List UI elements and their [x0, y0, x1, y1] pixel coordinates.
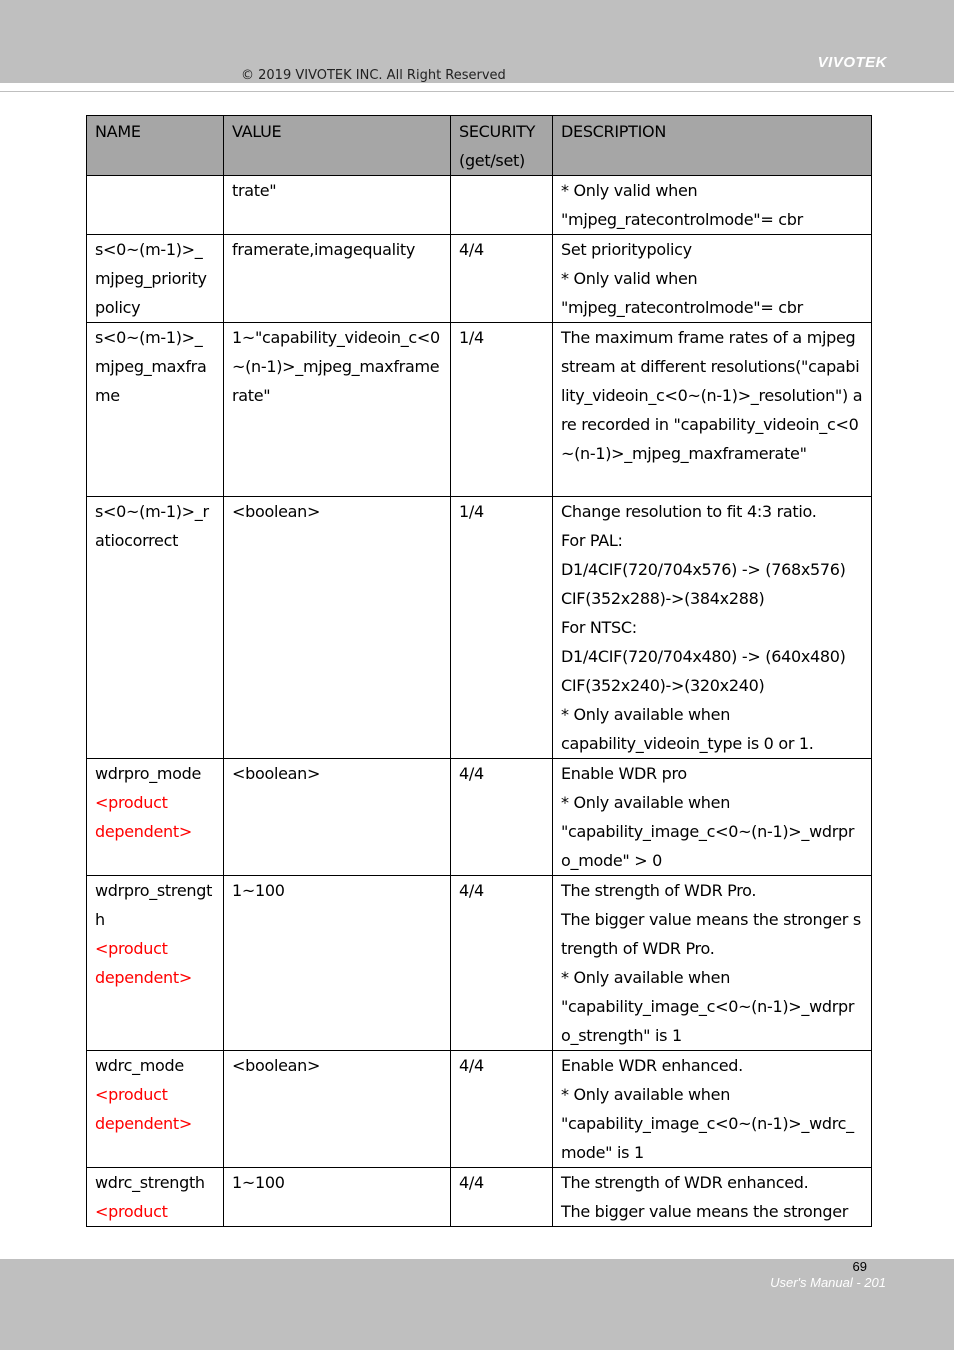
cell-description — [553, 1168, 872, 1227]
cell-description — [553, 1051, 872, 1168]
manual-label: User's Manual - 201 — [770, 1275, 886, 1290]
cell-security — [451, 176, 553, 235]
description-line: CIF(352x288)->(384x288) — [561, 589, 765, 608]
param-value: 1~"capability_videoin_c<0~(n-1)>_mjpeg_maxframerate" — [232, 328, 440, 405]
description-line: Set prioritypolicy — [561, 240, 692, 259]
brand-logo: VIVOTEK — [817, 54, 887, 71]
cell-name — [87, 176, 224, 235]
product-dependent-note: <product — [95, 1085, 168, 1104]
cell-security: 4/4 — [451, 759, 553, 876]
parameter-table — [86, 115, 872, 1227]
cell-value — [224, 176, 451, 235]
param-name: s<0~(m-1)>_ratiocorrect — [95, 502, 209, 550]
cell-name — [87, 323, 224, 497]
cell-name — [87, 759, 224, 876]
description-line: "mjpeg_ratecontrolmode"= cbr — [561, 210, 803, 229]
description-line: For PAL: — [561, 531, 623, 550]
description-line: CIF(352x240)->(320x240) — [561, 676, 765, 695]
param-value: <boolean> — [232, 1056, 321, 1075]
cell-security: 4/4 — [451, 235, 553, 323]
description-line: * Only valid when — [561, 181, 698, 200]
column-header-security: SECURITY(get/set) — [451, 116, 553, 176]
cell-name — [87, 1168, 224, 1227]
param-value: 1~100 — [232, 1173, 285, 1192]
column-header-value: VALUE — [224, 116, 451, 176]
cell-description — [553, 323, 872, 497]
param-value: trate" — [232, 181, 277, 200]
table-row — [87, 759, 872, 876]
column-header-name: NAME — [87, 116, 224, 176]
table-body — [87, 176, 872, 1227]
product-dependent-note: <product — [95, 793, 168, 812]
param-name: wdrpro_strength — [95, 881, 213, 929]
cell-value — [224, 1168, 451, 1227]
description-line: "capability_image_c<0~(n-1)>_wdrpro_strength" is 1 — [561, 997, 855, 1045]
cell-description — [553, 759, 872, 876]
description-line: capability_videoin_type is 0 or 1. — [561, 734, 814, 753]
column-header-description: DESCRIPTION — [553, 116, 872, 176]
param-name: wdrpro_mode — [95, 764, 202, 783]
description-line: * Only available when — [561, 705, 731, 724]
cell-name — [87, 497, 224, 759]
table-row — [87, 1168, 872, 1227]
table-row — [87, 876, 872, 1051]
description-line: The maximum frame rates of a mjpeg stream at different resolutions("capability_videoin_c<0~(n-1)>_resolution") are recorded in "capability_videoin_c<0~(n-1)>_mjpeg_maxframerate" — [561, 328, 863, 463]
description-line: * Only available when — [561, 968, 731, 987]
description-line: Enable WDR pro — [561, 764, 687, 783]
description-line: "capability_image_c<0~(n-1)>_wdrc_mode" is 1 — [561, 1114, 854, 1162]
product-dependent-note: dependent> — [95, 968, 192, 987]
cell-security: 1/4 — [451, 323, 553, 497]
cell-name — [87, 1051, 224, 1168]
description-line: * Only available when — [561, 1085, 731, 1104]
cell-name — [87, 876, 224, 1051]
cell-security: 4/4 — [451, 876, 553, 1051]
param-name: s<0~(m-1)>_mjpeg_maxframe — [95, 328, 207, 405]
product-dependent-note: dependent> — [95, 1114, 192, 1133]
table-row — [87, 235, 872, 323]
cell-value — [224, 323, 451, 497]
cell-value — [224, 235, 451, 323]
table-row — [87, 176, 872, 235]
description-line: Enable WDR enhanced. — [561, 1056, 743, 1075]
description-line: For NTSC: — [561, 618, 637, 637]
cell-value — [224, 759, 451, 876]
cell-description — [553, 235, 872, 323]
cell-security: 4/4 — [451, 1051, 553, 1168]
cell-security: 1/4 — [451, 497, 553, 759]
param-name: wdrc_mode — [95, 1056, 184, 1075]
description-line: * Only valid when — [561, 269, 698, 288]
description-line: Change resolution to fit 4:3 ratio. — [561, 502, 817, 521]
table-row — [87, 323, 872, 497]
description-line: The bigger value means the stronger — [561, 1202, 849, 1221]
product-dependent-note: <product — [95, 939, 168, 958]
header-divider — [0, 91, 954, 92]
cell-description — [553, 176, 872, 235]
product-dependent-note: dependent> — [95, 822, 192, 841]
table-header-row — [87, 116, 872, 176]
param-value: framerate,imagequality — [232, 240, 416, 259]
table-row — [87, 497, 872, 759]
description-line: The strength of WDR enhanced. — [561, 1173, 809, 1192]
copyright-text: © 2019 VIVOTEK INC. All Right Reserved — [241, 68, 506, 83]
page-number: 69 — [852, 1259, 867, 1274]
description-line: "capability_image_c<0~(n-1)>_wdrpro_mode" > 0 — [561, 822, 855, 870]
description-line: D1/4CIF(720/704x480) -> (640x480) — [561, 647, 846, 666]
cell-description — [553, 497, 872, 759]
description-line: The bigger value means the stronger strength of WDR Pro. — [561, 910, 861, 958]
cell-value — [224, 497, 451, 759]
page-footer — [0, 1259, 954, 1350]
cell-security: 4/4 — [451, 1168, 553, 1227]
cell-description — [553, 876, 872, 1051]
description-line: "mjpeg_ratecontrolmode"= cbr — [561, 298, 803, 317]
param-name: s<0~(m-1)>_mjpeg_prioritypolicy — [95, 240, 207, 317]
cell-value — [224, 876, 451, 1051]
cell-name — [87, 235, 224, 323]
product-dependent-note: <product — [95, 1202, 168, 1221]
param-value: <boolean> — [232, 764, 321, 783]
description-line: * Only available when — [561, 793, 731, 812]
cell-value — [224, 1051, 451, 1168]
param-value: <boolean> — [232, 502, 321, 521]
description-line: D1/4CIF(720/704x576) -> (768x576) — [561, 560, 846, 579]
table-row — [87, 1051, 872, 1168]
param-name: wdrc_strength — [95, 1173, 205, 1192]
param-value: 1~100 — [232, 881, 285, 900]
description-line: The strength of WDR Pro. — [561, 881, 757, 900]
